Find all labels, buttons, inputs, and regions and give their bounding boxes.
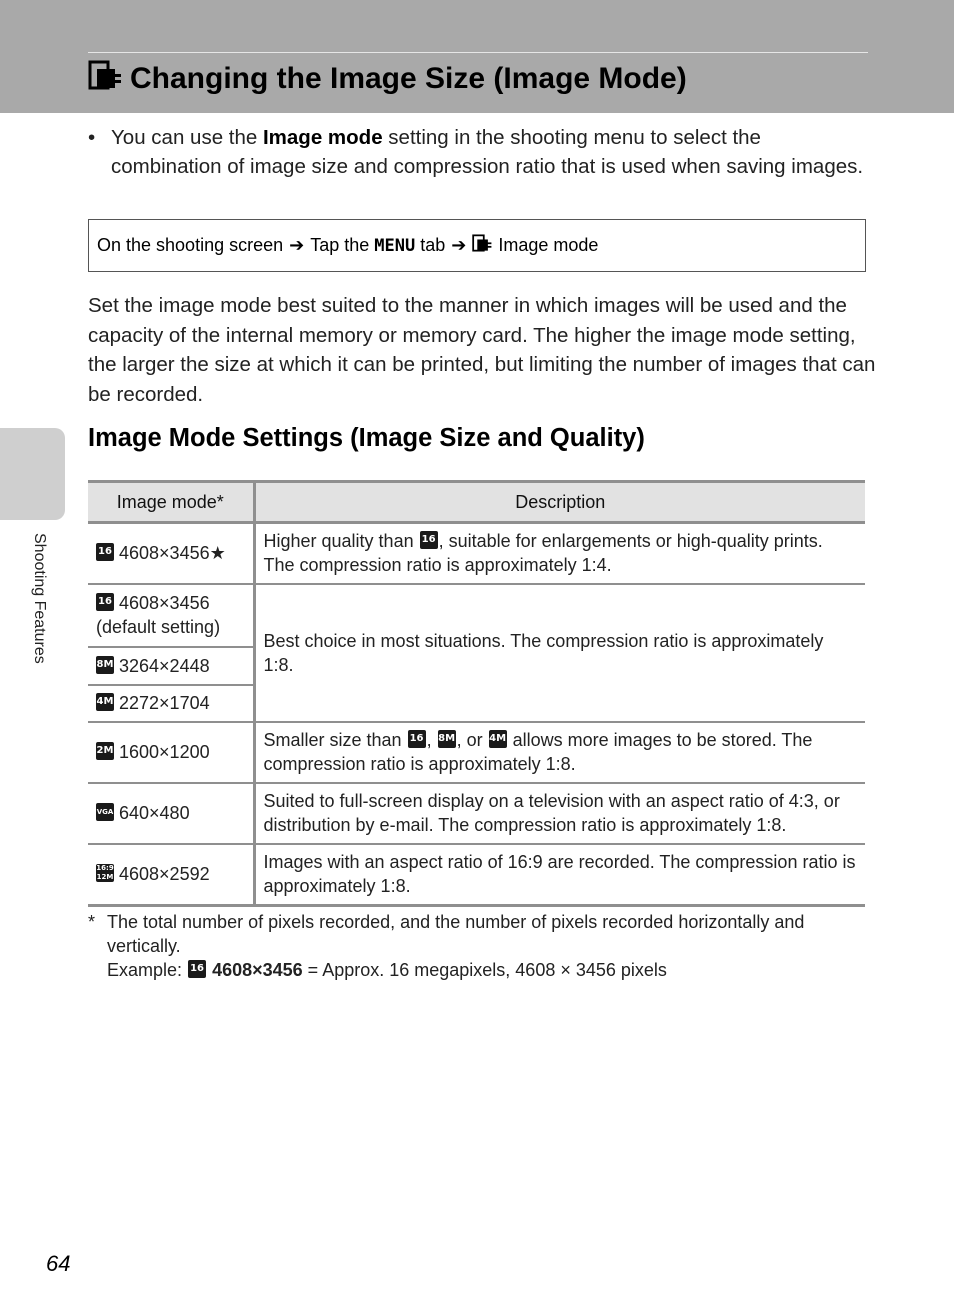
8m-icon: 8M xyxy=(96,656,114,674)
header-image-mode: Image mode* xyxy=(88,482,254,523)
16m-star-icon: 16 xyxy=(96,543,114,561)
description-cell: Best choice in most situations. The compression ratio is approximately 1:8. xyxy=(254,584,865,722)
table-row xyxy=(88,783,865,844)
mode-cell: 16 4608×3456 (default setting) xyxy=(88,584,254,647)
8m-icon: 8M xyxy=(438,730,456,748)
page-title-text: Changing the Image Size (Image Mode) xyxy=(130,62,687,95)
4m-icon: 4M xyxy=(489,730,507,748)
header-description: Description xyxy=(254,482,865,523)
table-row xyxy=(88,584,865,647)
16m-icon: 16 xyxy=(188,960,206,978)
description-cell: Higher quality than 16 , suitable for enlargements or high-quality prints. The compression ratio is approximately 1:4. xyxy=(254,523,865,584)
section-title: Image Mode Settings (Image Size and Quality) xyxy=(88,424,645,452)
16-9-12m-icon: 16:9 12M xyxy=(96,864,114,882)
description-cell: Suited to full-screen display on a television with an aspect ratio of 4:3, or distribution by e-mail. The compression ratio is approximately 1:8. xyxy=(254,783,865,844)
arrow-right-icon: ➔ xyxy=(289,235,305,255)
bullet-text: You can use the Image mode setting in the shooting menu to select the combination of image size and compression ratio that is used when saving images. xyxy=(111,126,864,178)
table-row xyxy=(88,844,865,906)
arrow-right-icon: ➔ xyxy=(451,235,467,255)
image-mode-icon xyxy=(88,60,122,98)
nav-step-1: On the shooting screen xyxy=(97,235,284,255)
nav-step-3: Image mode xyxy=(498,235,599,255)
side-tab xyxy=(0,428,65,520)
image-mode-term: Image mode xyxy=(262,126,383,149)
16m-icon: 16 xyxy=(408,730,426,748)
mode-cell: 16:9 12M 4608×2592 xyxy=(88,844,254,906)
2m-icon: 2M xyxy=(96,742,114,760)
image-mode-table xyxy=(88,480,865,907)
description-cell: Images with an aspect ratio of 16:9 are recorded. The compression ratio is approximately 1:8. xyxy=(254,844,865,906)
mode-cell: 4M 2272×1704 xyxy=(88,685,254,722)
table-header-row xyxy=(88,482,865,523)
image-mode-icon xyxy=(472,234,492,257)
4m-icon: 4M xyxy=(96,693,114,711)
table-row xyxy=(88,523,865,584)
mode-cell: VGA 640×480 xyxy=(88,783,254,844)
header-rule xyxy=(88,52,868,53)
nav-step-2-pre: Tap the xyxy=(310,235,370,255)
menu-path-box xyxy=(88,219,866,272)
nav-step-2-post: tab xyxy=(420,235,446,255)
footnote-text: The total number of pixels recorded, and the number of pixels recorded horizontally and vertically. Example: 16 4608×3456 = Approx. 16 megapixels, 4608 × 3456 pixels xyxy=(107,912,805,980)
side-label: Shooting Features xyxy=(31,533,48,664)
vga-icon: VGA xyxy=(96,803,114,821)
footnote-mark: * xyxy=(88,912,96,932)
description-cell: Smaller size than 16 , 8M, or 4M allows more images to be stored. The compression ratio is approximately 1:8. xyxy=(254,722,865,783)
footnote xyxy=(88,910,868,982)
intro-paragraph: Set the image mode best suited to the manner in which images will be used and the capacity of the internal memory or memory card. The higher the image mode setting, the larger the size at which it can be printed, but limiting the number of images that can be recorded. xyxy=(88,294,876,406)
menu-tab-label: MENU xyxy=(374,235,416,256)
mode-cell: 16 4608×3456★ xyxy=(88,523,254,584)
mode-cell: 2M 1600×1200 xyxy=(88,722,254,783)
page-number: 64 xyxy=(46,1251,71,1276)
table-row xyxy=(88,722,865,783)
16m-icon: 16 xyxy=(420,531,438,549)
page-title xyxy=(88,60,687,98)
16m-icon: 16 xyxy=(96,593,114,611)
intro-bullet xyxy=(88,123,868,181)
bullet-dot: • xyxy=(88,126,96,149)
mode-cell: 8M 3264×2448 xyxy=(88,647,254,685)
